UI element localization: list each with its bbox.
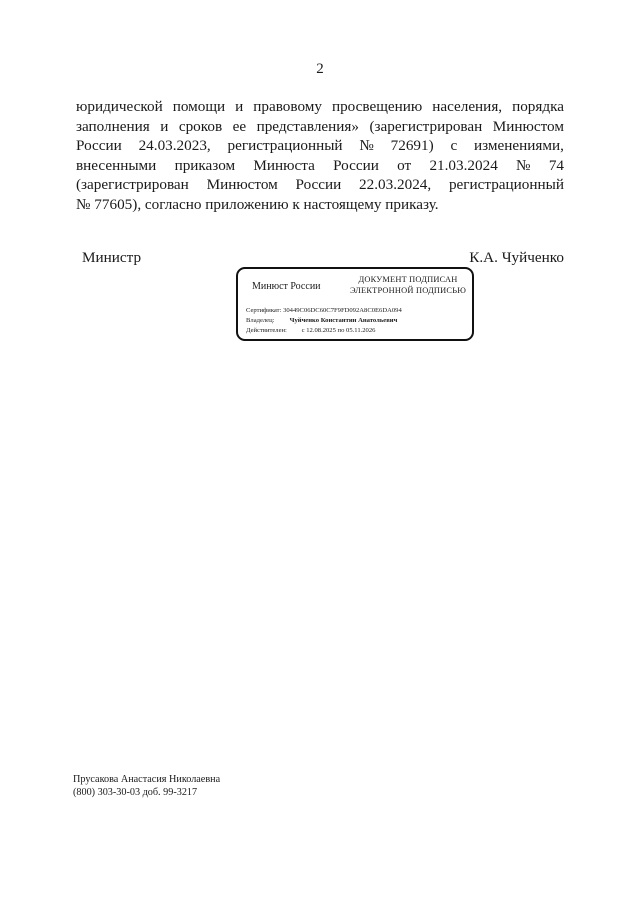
stamp-organization: Минюст России	[252, 281, 321, 292]
word: приказом	[174, 156, 236, 174]
paragraph-line	[76, 195, 564, 215]
word: и	[160, 117, 169, 135]
paragraph-line	[76, 156, 564, 176]
paragraph-line	[76, 175, 564, 195]
stamp-validity-row	[246, 327, 375, 334]
paragraph-line	[76, 117, 564, 137]
word: регистрационный	[227, 137, 343, 155]
word: №	[516, 156, 531, 174]
word: от	[397, 156, 412, 174]
word: сроков	[178, 117, 223, 135]
paragraph-line	[76, 97, 564, 117]
word: (зарегистрирован	[76, 176, 189, 194]
validity-label: Действителен:	[246, 327, 287, 334]
word: 21.03.2024	[429, 156, 498, 174]
word: помощи	[172, 98, 226, 115]
word: России	[295, 176, 342, 194]
stamp-owner-row	[246, 317, 397, 324]
word: России	[333, 156, 379, 174]
executor-info	[73, 773, 220, 799]
word: 22.03.2024,	[359, 176, 432, 194]
certificate-value: 30449C06DC60C7F9FD092A8C0E6DA094	[283, 307, 402, 314]
word: изменениями,	[474, 137, 564, 155]
word: 72691)	[390, 137, 434, 155]
body-paragraph	[76, 97, 564, 215]
stamp-title-line: ДОКУМЕНТ ПОДПИСАН	[358, 275, 458, 284]
paragraph-line	[76, 136, 564, 156]
word: внесенными	[76, 156, 157, 174]
executor-name: Прусакова Анастасия Николаевна	[73, 774, 221, 785]
word: населения,	[432, 98, 503, 115]
word: Минюстом	[206, 176, 278, 194]
word: Минюста	[253, 156, 315, 174]
word: ее	[232, 117, 247, 135]
word: (зарегистрирован	[369, 117, 483, 135]
word: порядка	[512, 98, 564, 115]
word: с	[450, 137, 458, 155]
certificate-label: Сертификат:	[246, 307, 282, 314]
stamp-certificate-row	[246, 307, 402, 314]
word: № 77605), согласно приложению к настоящему приказу.	[76, 195, 439, 213]
word: №	[359, 137, 374, 155]
word: регистрационный	[448, 176, 564, 194]
validity-value: с 12.08.2025 по 05.11.2026	[301, 327, 376, 334]
word: заполнения	[76, 117, 150, 135]
word: и	[235, 98, 244, 115]
word: 24.03.2023,	[138, 137, 211, 155]
word: представления»	[256, 117, 359, 135]
word: просвещению	[331, 98, 423, 115]
signer-position: Министр	[82, 249, 142, 266]
owner-value: Чуйченко Константин Анатольевич	[289, 317, 398, 324]
signer-name: К.А. Чуйченко	[469, 249, 564, 266]
owner-label: Владелец:	[246, 317, 275, 324]
page-number: 2	[316, 61, 324, 77]
stamp-title-line: ЭЛЕКТРОННОЙ ПОДПИСЬЮ	[349, 285, 467, 295]
word: 74	[548, 156, 564, 174]
executor-phone: (800) 303-30-03 доб. 99-3217	[73, 787, 198, 798]
word: Минюстом	[492, 117, 564, 135]
word: юридической	[76, 98, 163, 115]
electronic-signature-stamp	[236, 267, 474, 341]
word: России	[76, 137, 122, 155]
stamp-title	[342, 275, 474, 296]
word: правовому	[253, 98, 322, 115]
